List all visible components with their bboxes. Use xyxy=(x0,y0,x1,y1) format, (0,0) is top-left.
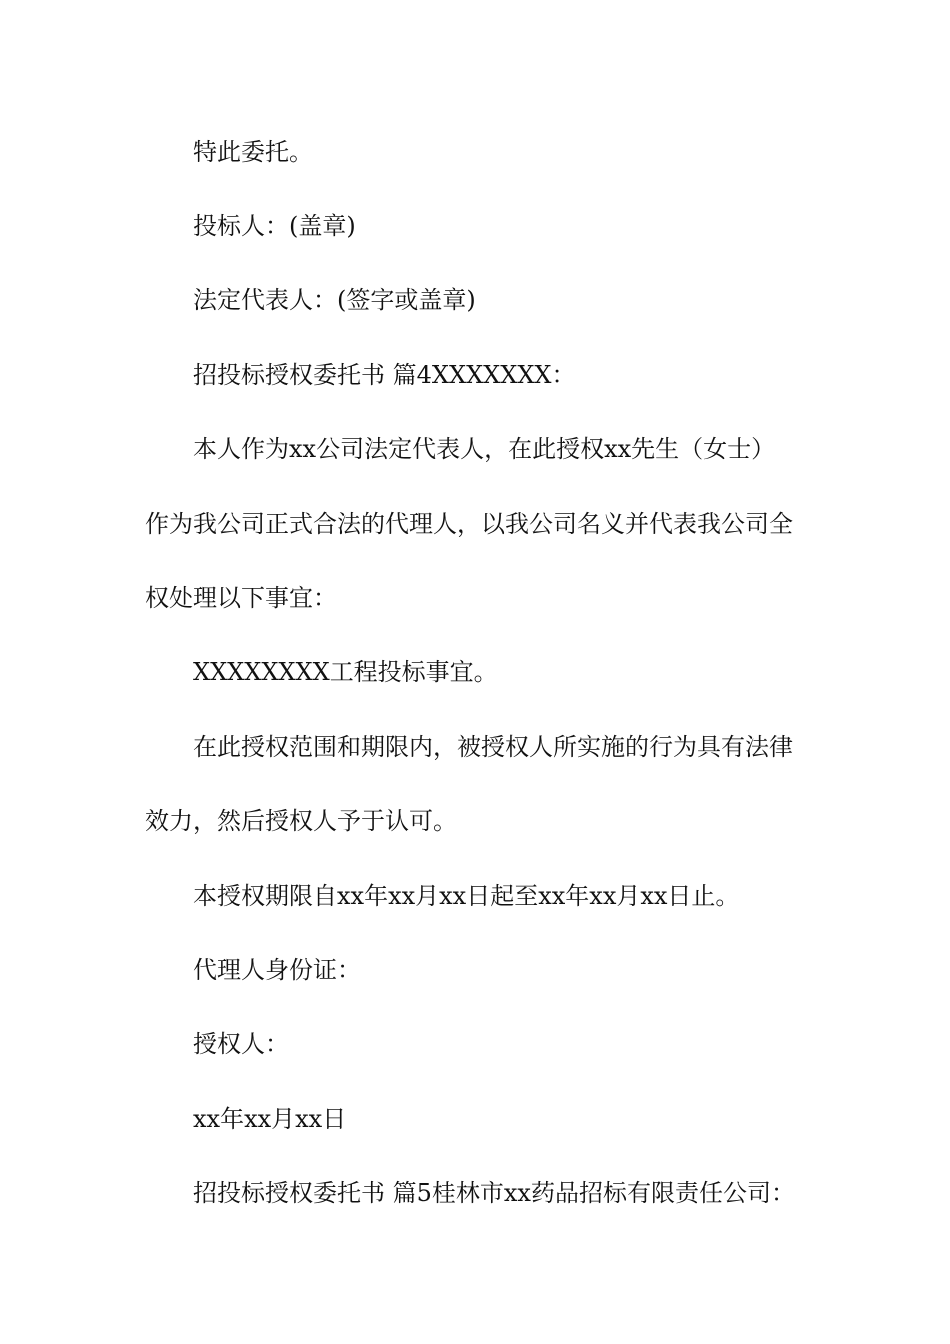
paragraph-authorization-line-2: 作为我公司正式合法的代理人，以我公司名义并代表我公司全 xyxy=(145,510,793,538)
paragraph-scope-line-2: 效力，然后授权人予于认可。 xyxy=(145,807,457,835)
paragraph-scope-line-1: 在此授权范围和期限内，被授权人所实施的行为具有法律 xyxy=(193,733,793,761)
paragraph-agent-id: 代理人身份证： xyxy=(193,956,361,984)
section-heading-5: 招投标授权委托书 篇5桂林市xx药品招标有限责任公司： xyxy=(193,1179,795,1207)
paragraph-authorization-line-1: 本人作为xx公司法定代表人，在此授权xx先生（女士） xyxy=(193,435,776,463)
paragraph-entrustment: 特此委托。 xyxy=(193,138,313,166)
paragraph-date: xx年xx月xx日 xyxy=(193,1105,347,1133)
paragraph-authorizer: 授权人： xyxy=(193,1030,289,1058)
paragraph-legal-rep-sign: 法定代表人：(签字或盖章) xyxy=(193,286,476,314)
section-heading-4: 招投标授权委托书 篇4XXXXXXX： xyxy=(193,361,576,389)
paragraph-term: 本授权期限自xx年xx月xx日起至xx年xx月xx日止。 xyxy=(193,882,740,910)
paragraph-authorization-line-3: 权处理以下事宜： xyxy=(145,584,337,612)
paragraph-project-matter: XXXXXXXX工程投标事宜。 xyxy=(193,658,498,686)
paragraph-bidder-seal: 投标人：(盖章) xyxy=(193,212,356,240)
